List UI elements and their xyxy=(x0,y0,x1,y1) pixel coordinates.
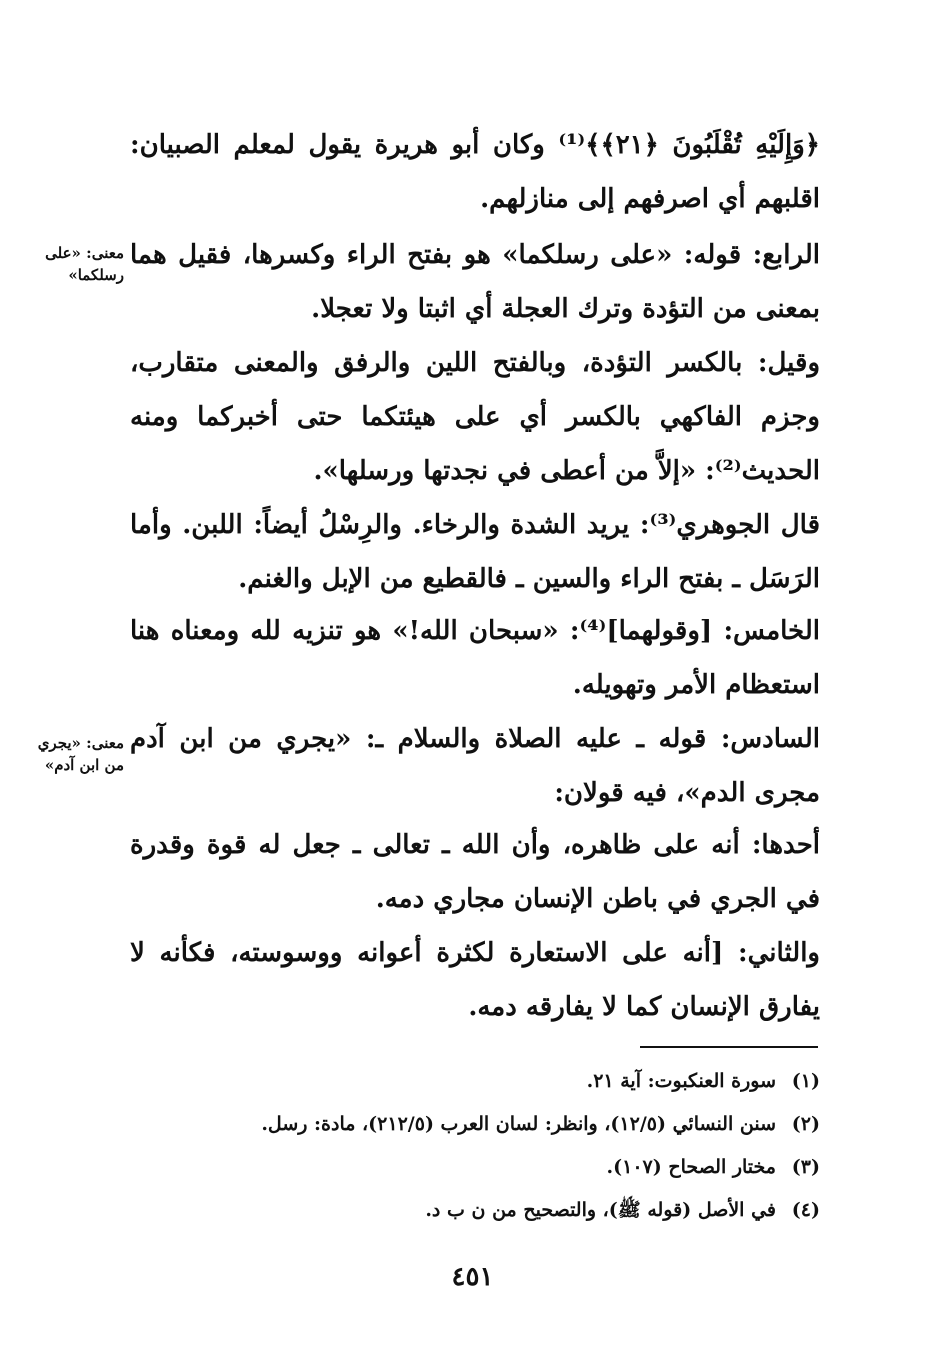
paragraph-text: أنه على ظاهره، وأن الله ـ تعالى ـ جعل له قوة وقدرة في الجري في باطن الإنسان مجاري دمه. xyxy=(130,830,820,914)
paragraph-4 xyxy=(130,498,820,606)
paragraph-text: قوله: «على رسلكما» هو بفتح الراء وكسرها، فقيل هما بمعنى من التؤدة وترك العجلة أي اثبتا ولا تعجلا. xyxy=(130,240,820,324)
page-number: ٤٥١ xyxy=(451,1262,494,1292)
paragraph-5 xyxy=(130,604,820,712)
paragraph-text: يريد الشدة والرخاء. والرِسْلُ أيضاً: اللبن. وأما الرَسَل ـ بفتح الراء والسين ـ فالقطيع من الإبل والغنم. xyxy=(130,510,820,594)
footnote-1 xyxy=(130,1060,820,1103)
paragraph-lead: الخامس: xyxy=(723,616,820,646)
footnote-separator xyxy=(640,1046,818,1048)
footnotes xyxy=(130,1060,820,1232)
paragraph-6 xyxy=(130,712,820,820)
footnote-text: مختار الصحاح (١٠٧). xyxy=(606,1156,776,1178)
paragraph-lead: قال الجوهري⁽³⁾: xyxy=(639,510,821,540)
footnote-number: (٤) xyxy=(791,1199,820,1221)
footnote-number: (٣) xyxy=(791,1156,820,1178)
paragraph-3 xyxy=(130,336,820,498)
footnote-text: سورة العنكبوت: آية ٢١. xyxy=(586,1070,776,1092)
paragraph-text: [أنه على الاستعارة لكثرة أعوانه ووسوسته، فكأنه لا يفارق الإنسان كما لا يفارقه دمه. xyxy=(130,938,820,1022)
paragraph-lead: وقيل: xyxy=(757,348,820,378)
margin-note-rislikuma: معنى: «على رسلكما» xyxy=(45,244,124,284)
paragraph-text: ﴿وَإِلَيْهِ تُقْلَبُونَ ﴿٢١﴾﴾⁽¹⁾ وكان أبو هريرة يقول لمعلم الصبيان: اقلبهم أي اصرفهم إلى منازلهم. xyxy=(130,130,820,214)
paragraph-lead: الرابع: xyxy=(752,240,820,270)
footnote-number: (١) xyxy=(791,1070,820,1092)
paragraph-text: بالكسر التؤدة، وبالفتح اللين والرفق والمعنى متقارب، وجزم الفاكهي بالكسر أي على هيئتكما حتى أخبركما ومنه الحديث⁽²⁾: «إلاَّ من أعطى في نجدتها ورسلها». xyxy=(130,348,820,486)
paragraph-lead: والثاني: xyxy=(738,938,820,968)
paragraph-1 xyxy=(130,118,820,226)
paragraph-lead: السادس: xyxy=(720,724,820,754)
paragraph-text: قوله ـ عليه الصلاة والسلام ـ: «يجري من ابن آدم مجرى الدم»، فيه قولان: xyxy=(130,724,820,808)
paragraph-7 xyxy=(130,818,820,926)
footnote-text: سنن النسائي (١٢/٥)، وانظر: لسان العرب (٢١٢/٥)، مادة: رسل. xyxy=(261,1113,776,1135)
margin-note-yajri: معنى: «يجري من ابن آدم» xyxy=(37,734,124,774)
paragraph-2 xyxy=(130,228,820,336)
footnote-3 xyxy=(130,1146,820,1189)
footnote-2 xyxy=(130,1103,820,1146)
paragraph-lead: أحدها: xyxy=(751,830,820,860)
footnote-4 xyxy=(130,1189,820,1232)
paragraph-8 xyxy=(130,926,820,1034)
paragraph-text: [وقولهما]⁽⁴⁾: «سبحان الله!» هو تنزيه لله ومعناه هنا استعظام الأمر وتهويله. xyxy=(130,616,820,700)
footnote-number: (٢) xyxy=(791,1113,820,1135)
footnote-text: في الأصل (قوله ﷺ)، والتصحيح من ن ب د. xyxy=(425,1199,776,1221)
